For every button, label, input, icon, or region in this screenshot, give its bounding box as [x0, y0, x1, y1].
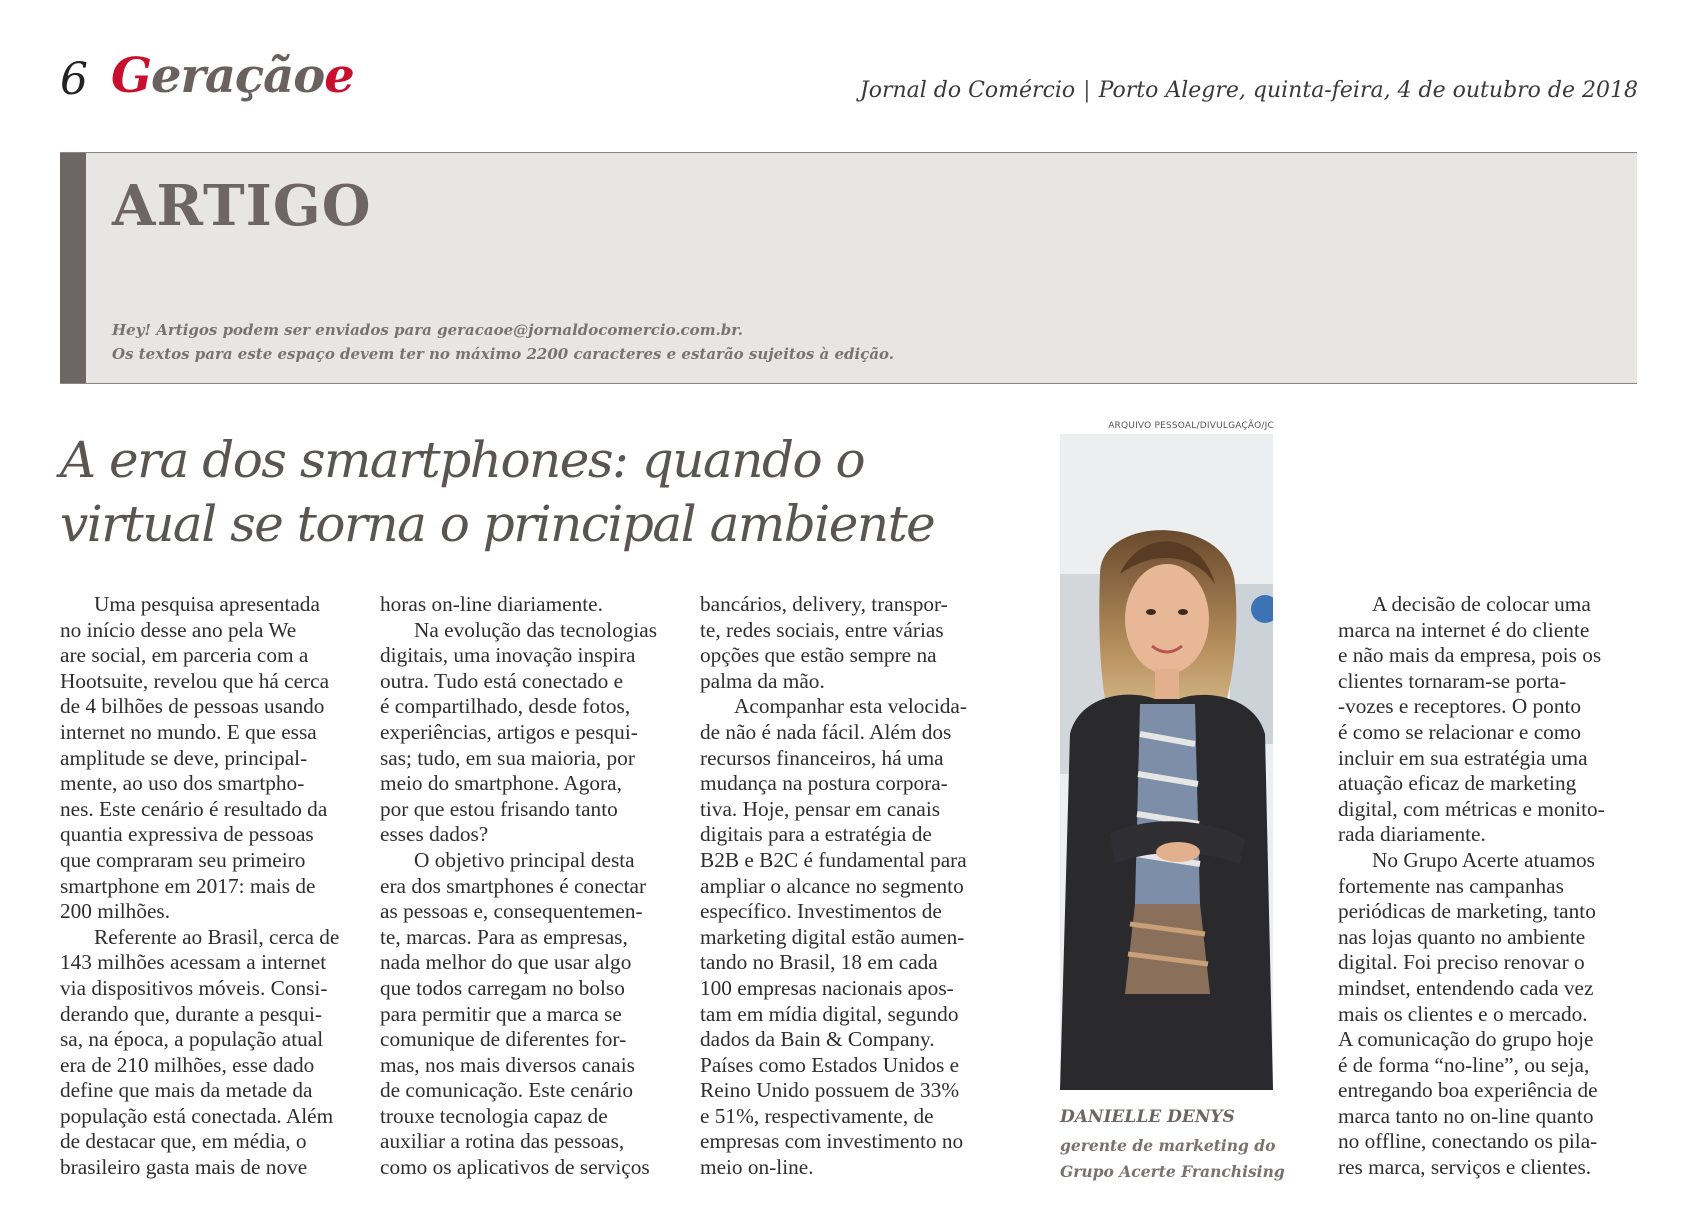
masthead-separator: | [1083, 78, 1091, 103]
article-line: opções que estão sempre na [700, 643, 937, 668]
article-line: digital. Foi preciso renovar o [1338, 950, 1585, 975]
article-line: e não mais da empresa, pois os [1338, 643, 1602, 668]
article-line: via dispositivos móveis. Consi- [60, 975, 328, 1000]
article-line: Países como Estados Unidos e [700, 1052, 960, 1077]
article-paragraph [60, 925, 360, 1181]
article-line: específico. Investimentos de [700, 899, 942, 924]
article-line: marca na internet é do cliente [1338, 617, 1590, 642]
logo-letter-e: e [324, 48, 354, 104]
photo-credit: ARQUIVO PESSOAL/DIVULGAÇÃO/JC [1108, 421, 1274, 431]
section-title: ARTIGO [112, 173, 372, 239]
article-line: Acompanhar esta velocida- [734, 694, 967, 719]
article-line: no início desse ano pela We [60, 617, 297, 642]
article-line: e 51%, respectivamente, de [700, 1103, 934, 1128]
article-line: bancários, delivery, transpor- [700, 592, 948, 616]
section-note-limit: Os textos para este espaço devem ter no máximo 2200 caracteres e estarão sujeitos à edição. [112, 345, 895, 363]
article-headline [60, 428, 1020, 556]
article-line: atuação eficaz de marketing [1338, 771, 1577, 796]
article-line: Referente ao Brasil, cerca de [94, 924, 340, 949]
article-line: sa, na época, a população atual [60, 1027, 324, 1052]
article-line: meio do smartphone. Agora, [380, 771, 622, 796]
article-line: nes. Este cenário é resultado da [60, 796, 328, 821]
article-line: esses dados? [380, 822, 489, 847]
article-line: experiências, artigos e pesqui- [380, 719, 638, 744]
article-line: dados da Bain & Company. [700, 1027, 935, 1052]
article-line: te, redes sociais, entre várias [700, 617, 944, 642]
article-paragraph [1338, 848, 1638, 1181]
article-line: mas, nos mais diversos canais [380, 1052, 635, 1077]
article-column-3 [700, 592, 1000, 1181]
article-line: que compraram seu primeiro [60, 847, 306, 872]
article-line: de destacar que, em média, o [60, 1129, 307, 1154]
article-line: entregando boa experiência de [1338, 1078, 1598, 1103]
article-line: outra. Tudo está conectado e [380, 668, 624, 693]
article-line: no offline, conectando os pila- [1338, 1129, 1598, 1154]
article-line: derando que, durante a pesqui- [60, 1001, 322, 1026]
article-line: O objetivo principal desta [414, 847, 635, 872]
article-line: mente, ao uso dos smartpho- [60, 771, 305, 796]
dateline: Porto Alegre, quinta-feira, 4 de outubro de 2018 [1098, 78, 1638, 103]
article-line: tando no Brasil, 18 em cada [700, 950, 938, 975]
article-column-2 [380, 592, 680, 1181]
headline-line: A era dos smartphones: quando o [60, 431, 865, 489]
section-note-submission: Hey! Artigos podem ser enviados para geracaoe@jornaldocomercio.com.br. [112, 321, 744, 339]
article-line: tiva. Hoje, pensar em canais [700, 796, 941, 821]
article-paragraph [380, 592, 680, 618]
caption-author-name: DANIELLE DENYS [1060, 1107, 1235, 1127]
article-line: are social, em parceria com a [60, 643, 309, 668]
article-line: brasileiro gasta mais de nove [60, 1155, 308, 1180]
article-line: por que estou frisando tanto [380, 796, 618, 821]
article-line: marca tanto no on-line quanto [1338, 1103, 1594, 1128]
article-line: te, marcas. Para as empresas, [380, 924, 628, 949]
article-line: era dos smartphones é conectar [380, 873, 647, 898]
article-line: trouxe tecnologia capaz de [380, 1103, 608, 1128]
article-line: tam em mídia digital, segundo [700, 1001, 959, 1026]
article-line: mais os clientes e o mercado. [1338, 1001, 1588, 1026]
article-line: população está conectada. Além [60, 1103, 334, 1128]
article-line: comunique de diferentes for- [380, 1027, 627, 1052]
article-line: marketing digital estão aumen- [700, 924, 965, 949]
caption-role-line: gerente de marketing do [1060, 1136, 1276, 1155]
author-photo [1060, 434, 1273, 1090]
article-line: 143 milhões acessam a internet [60, 950, 327, 975]
article-line: A decisão de colocar uma [1372, 592, 1591, 616]
section-logo [111, 48, 354, 104]
article-line: meio on-line. [700, 1155, 814, 1180]
section-banner [60, 152, 1637, 384]
article-line: ampliar o alcance no segmento [700, 873, 964, 898]
article-line: -vozes e receptores. O ponto [1338, 694, 1582, 719]
article-line: quantia expressiva de pessoas [60, 822, 314, 847]
article-line: periódicas de marketing, tanto [1338, 899, 1596, 924]
article-line: era de 210 milhões, esse dado [60, 1052, 315, 1077]
page-number: 6 [60, 54, 88, 105]
article-line: incluir em sua estratégia uma [1338, 745, 1588, 770]
article-line: B2B e B2C é fundamental para [700, 847, 967, 872]
article-line: Hootsuite, revelou que há cerca [60, 668, 330, 693]
caption-author-role [1060, 1133, 1285, 1185]
article-line: define que mais da metade da [60, 1078, 313, 1103]
article-line: Reino Unido possuem de 33% [700, 1078, 960, 1103]
newspaper-name: Jornal do Comércio [859, 78, 1076, 103]
article-paragraph [700, 694, 1000, 1180]
author-portrait-illustration [1060, 434, 1273, 1090]
article-line: res marca, serviços e clientes. [1338, 1155, 1592, 1180]
article-line: 100 empresas nacionais apos- [700, 975, 954, 1000]
article-line: 200 milhões. [60, 899, 171, 924]
caption-role-line: Grupo Acerte Franchising [1060, 1162, 1285, 1181]
article-line: No Grupo Acerte atuamos [1372, 847, 1595, 872]
article-line: Na evolução das tecnologias [414, 617, 658, 642]
article-line: é como se relacionar e como [1338, 719, 1582, 744]
article-line: nada melhor do que usar algo [380, 950, 632, 975]
article-line: smartphone em 2017: mais de [60, 873, 316, 898]
article-line: digitais, uma inovação inspira [380, 643, 636, 668]
article-line: nas lojas quanto no ambiente [1338, 924, 1586, 949]
article-line: mudança na postura corpora- [700, 771, 948, 796]
article-line: para permitir que a marca se [380, 1001, 622, 1026]
article-line: mindset, entendendo cada vez [1338, 975, 1594, 1000]
masthead [860, 78, 1638, 103]
article-line: é de forma “no-line”, ou seja, [1338, 1052, 1590, 1077]
article-line: amplitude se deve, principal- [60, 745, 308, 770]
article-line: digitais para a estratégia de [700, 822, 932, 847]
article-line: fortemente nas campanhas [1338, 873, 1564, 898]
article-line: A comunicação do grupo hoje [1338, 1027, 1594, 1052]
logo-middle: eração [151, 48, 325, 104]
article-paragraph [380, 848, 680, 1181]
article-line: clientes tornaram-se porta- [1338, 668, 1567, 693]
section-notes [112, 318, 894, 366]
article-line: auxiliar a rotina das pessoas, [380, 1129, 625, 1154]
logo-letter-g: G [111, 48, 151, 104]
article-column-1 [60, 592, 360, 1181]
article-line: de 4 bilhões de pessoas usando [60, 694, 325, 719]
article-line: de não é nada fácil. Além dos [700, 719, 952, 744]
article-paragraph [60, 592, 360, 925]
article-line: empresas com investimento no [700, 1129, 964, 1154]
article-line: palma da mão. [700, 668, 825, 693]
article-line: como os aplicativos de serviços [380, 1155, 650, 1180]
article-paragraph [380, 618, 680, 848]
article-line: internet no mundo. E que essa [60, 719, 317, 744]
article-paragraph [1338, 592, 1638, 848]
article-line: recursos financeiros, há uma [700, 745, 944, 770]
article-line: Uma pesquisa apresentada [94, 592, 320, 616]
article-column-4 [1338, 592, 1638, 1181]
article-line: digital, com métricas e monito- [1338, 796, 1605, 821]
article-line: rada diariamente. [1338, 822, 1486, 847]
article-paragraph [700, 592, 1000, 694]
article-line: sas; tudo, em sua maioria, por [380, 745, 635, 770]
article-line: as pessoas e, consequentemen- [380, 899, 643, 924]
article-line: horas on-line diariamente. [380, 592, 603, 616]
article-line: de comunicação. Este cenário [380, 1078, 634, 1103]
article-line: é compartilhado, desde fotos, [380, 694, 631, 719]
headline-line: virtual se torna o principal ambiente [60, 495, 935, 553]
article-line: que todos carregam no bolso [380, 975, 625, 1000]
section-accent-bar [60, 153, 86, 383]
